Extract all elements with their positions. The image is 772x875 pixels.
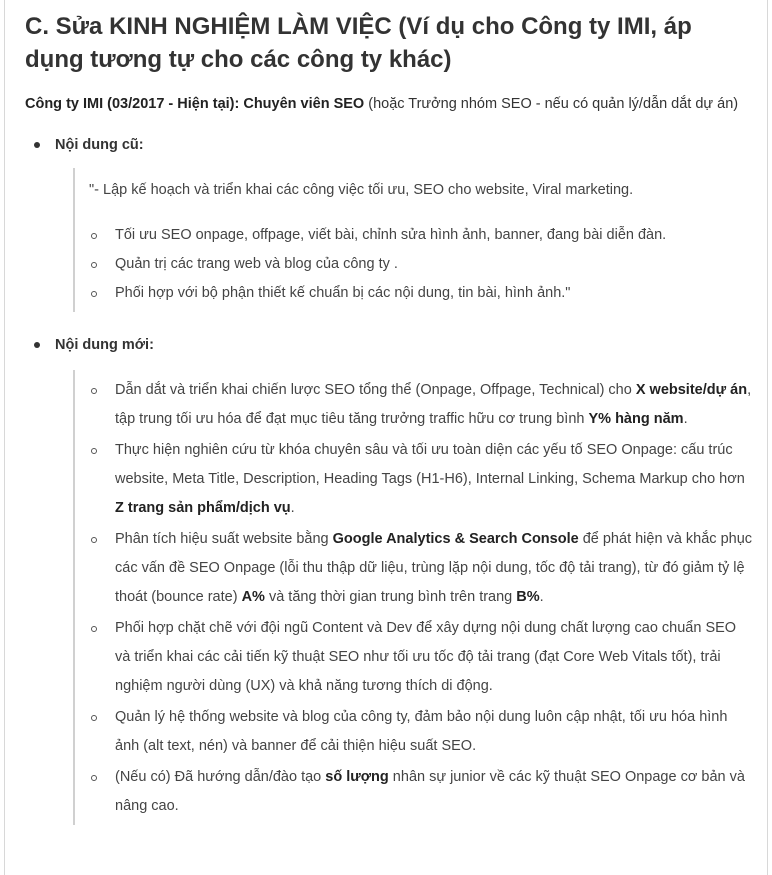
circle-bullet-icon bbox=[91, 388, 97, 394]
new-content-quote bbox=[73, 370, 753, 825]
circle-bullet-icon bbox=[91, 775, 97, 781]
company-note: (hoặc Trưởng nhóm SEO - nếu có quản lý/dẫn dắt dự án) bbox=[364, 96, 739, 112]
list-item: Dẫn dắt và triển khai chiến lược SEO tổng thể (Onpage, Offpage, Technical) cho X website/dự án, tập trung tối ưu hóa để đạt mục tiêu tăng trưởng traffic hữu cơ trung bình Y% hàng năm. bbox=[89, 376, 753, 434]
company-title: Công ty IMI (03/2017 - Hiện tại): Chuyên viên SEO bbox=[25, 96, 365, 112]
old-content-title: Nội dung cũ: bbox=[25, 134, 753, 156]
document-page bbox=[4, 0, 768, 875]
list-item: Phối hợp với bộ phận thiết kế chuẩn bị các nội dung, tin bài, hình ảnh." bbox=[89, 279, 753, 308]
circle-bullet-icon bbox=[91, 291, 97, 297]
list-item: Tối ưu SEO onpage, offpage, viết bài, chỉnh sửa hình ảnh, banner, đang bài diễn đàn. bbox=[89, 221, 753, 250]
section-heading: C. Sửa KINH NGHIỆM LÀM VIỆC (Ví dụ cho Công ty IMI, áp dụng tương tự cho các công ty khác) bbox=[25, 13, 692, 73]
new-content-list bbox=[89, 376, 753, 821]
list-item: Phối hợp chặt chẽ với đội ngũ Content và Dev để xây dựng nội dung chất lượng cao chuẩn SEO và triển khai các cải tiến kỹ thuật SEO như tối ưu tốc độ tải trang (đạt Core Web Vitals tốt), trải nghiệm người dùng (UX) và khả năng tương thích di động. bbox=[89, 614, 753, 701]
list-item: (Nếu có) Đã hướng dẫn/đào tạo số lượng nhân sự junior về các kỹ thuật SEO Onpage cơ bản và nâng cao. bbox=[89, 763, 753, 821]
old-quote-first-line: "- Lập kế hoạch và triển khai các công việc tối ưu, SEO cho website, Viral marketing. bbox=[89, 182, 634, 198]
circle-bullet-icon bbox=[91, 626, 97, 632]
circle-bullet-icon bbox=[91, 715, 97, 721]
old-content-list bbox=[89, 221, 753, 308]
list-item: Quản trị các trang web và blog của công ty . bbox=[89, 250, 753, 279]
list-item: Thực hiện nghiên cứu từ khóa chuyên sâu và tối ưu toàn diện các yếu tố SEO Onpage: cấu trúc website, Meta Title, Description, Heading Tags (H1-H6), Internal Linking, Schema Markup cho hơn Z trang sản phẩm/dịch vụ. bbox=[89, 436, 753, 523]
bullet-icon bbox=[34, 142, 40, 148]
circle-bullet-icon bbox=[91, 233, 97, 239]
list-item: Quản lý hệ thống website và blog của công ty, đảm bảo nội dung luôn cập nhật, tối ưu hóa hình ảnh (alt text, nén) và banner để cải thiện hiệu suất SEO. bbox=[89, 703, 753, 761]
circle-bullet-icon bbox=[91, 537, 97, 543]
circle-bullet-icon bbox=[91, 448, 97, 454]
circle-bullet-icon bbox=[91, 262, 97, 268]
old-content-quote bbox=[73, 168, 753, 312]
bullet-icon bbox=[34, 342, 40, 348]
company-line bbox=[25, 92, 753, 116]
new-content-title: Nội dung mới: bbox=[25, 334, 753, 356]
list-item: Phân tích hiệu suất website bằng Google Analytics & Search Console để phát hiện và khắc phục các vấn đề SEO Onpage (lỗi thu thập dữ liệu, trùng lặp nội dung, tốc độ tải trang), từ đó giảm tỷ lệ thoát (bounce rate) A% và tăng thời gian trung bình trên trang B%. bbox=[89, 525, 753, 612]
